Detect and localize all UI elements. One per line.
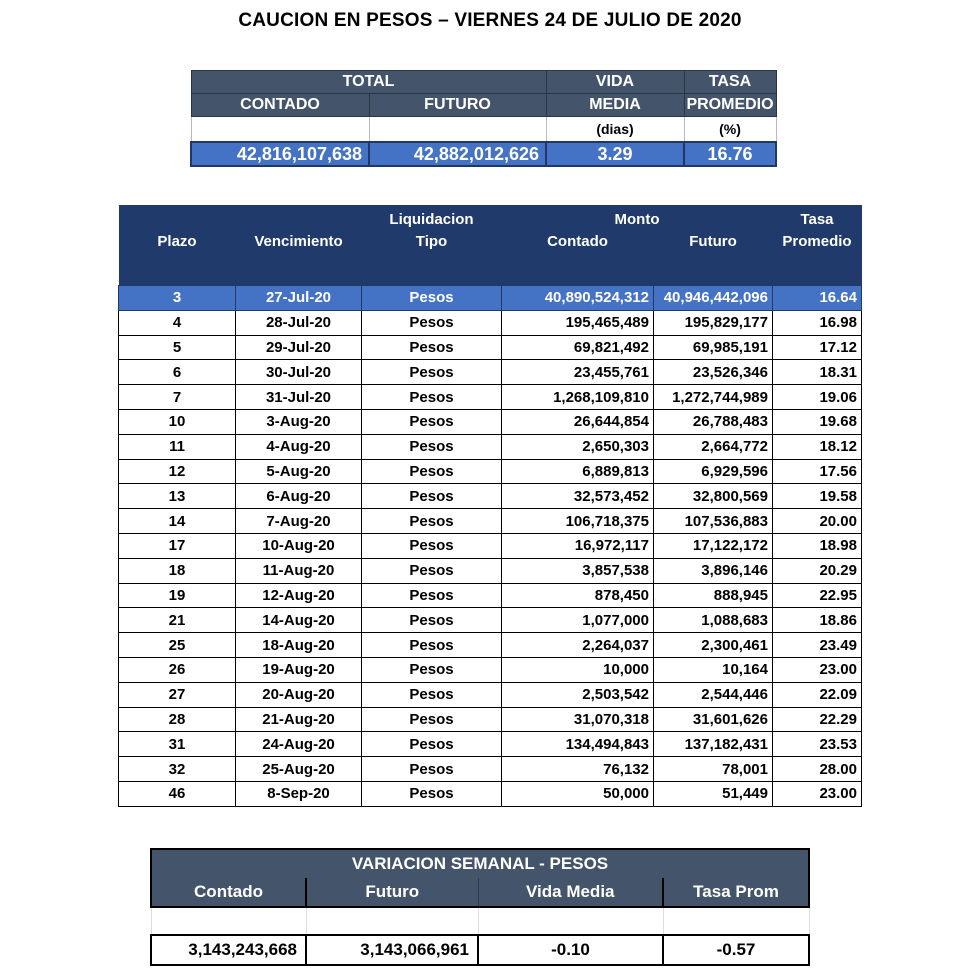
cell-plazo: 27 bbox=[119, 682, 236, 707]
table-row bbox=[119, 335, 862, 360]
cell-tipo: Pesos bbox=[362, 459, 502, 484]
cell-futuro: 31,601,626 bbox=[654, 707, 773, 732]
cell-tipo: Pesos bbox=[362, 360, 502, 385]
cell-contado: 69,821,492 bbox=[502, 335, 654, 360]
table-row bbox=[119, 509, 862, 534]
cell-tipo: Pesos bbox=[362, 409, 502, 434]
cell-contado: 31,070,318 bbox=[502, 707, 654, 732]
cell-plazo: 13 bbox=[119, 484, 236, 509]
cell-vencimiento: 3-Aug-20 bbox=[236, 409, 362, 434]
cell-plazo: 7 bbox=[119, 385, 236, 410]
cell-tipo: Pesos bbox=[362, 385, 502, 410]
header-plazo: Plazo bbox=[119, 233, 236, 259]
cell-tipo: Pesos bbox=[362, 707, 502, 732]
summary-empty-cell bbox=[369, 117, 546, 143]
cell-plazo: 18 bbox=[119, 558, 236, 583]
cell-tipo: Pesos bbox=[362, 583, 502, 608]
cell-vencimiento: 27-Jul-20 bbox=[236, 286, 362, 311]
cell-tasa: 23.00 bbox=[773, 657, 862, 682]
variation-futuro-header: Futuro bbox=[306, 878, 478, 907]
cell-tipo: Pesos bbox=[362, 434, 502, 459]
cell-futuro: 2,544,446 bbox=[654, 682, 773, 707]
cell-tasa: 20.29 bbox=[773, 558, 862, 583]
cell-plazo: 46 bbox=[119, 781, 236, 806]
summary-table bbox=[190, 70, 777, 167]
cell-contado: 3,857,538 bbox=[502, 558, 654, 583]
table-row bbox=[119, 360, 862, 385]
cell-futuro: 137,182,431 bbox=[654, 732, 773, 757]
cell-contado: 1,077,000 bbox=[502, 608, 654, 633]
header-liquidacion: Liquidacion bbox=[362, 205, 502, 233]
cell-futuro: 69,985,191 bbox=[654, 335, 773, 360]
cell-contado: 23,455,761 bbox=[502, 360, 654, 385]
table-row bbox=[119, 657, 862, 682]
summary-contado-value: 42,816,107,638 bbox=[191, 142, 369, 166]
cell-vencimiento: 24-Aug-20 bbox=[236, 732, 362, 757]
cell-tipo: Pesos bbox=[362, 310, 502, 335]
variation-vida-header: Vida Media bbox=[478, 878, 663, 907]
cell-contado: 26,644,854 bbox=[502, 409, 654, 434]
cell-tipo: Pesos bbox=[362, 732, 502, 757]
cell-futuro: 2,664,772 bbox=[654, 434, 773, 459]
cell-vencimiento: 7-Aug-20 bbox=[236, 509, 362, 534]
cell-tasa: 22.09 bbox=[773, 682, 862, 707]
cell-vencimiento: 25-Aug-20 bbox=[236, 757, 362, 782]
cell-vencimiento: 10-Aug-20 bbox=[236, 533, 362, 558]
summary-contado-header: CONTADO bbox=[191, 94, 369, 117]
summary-tasa-unit: (%) bbox=[684, 117, 776, 143]
cell-plazo: 26 bbox=[119, 657, 236, 682]
cell-vencimiento: 4-Aug-20 bbox=[236, 434, 362, 459]
cell-futuro: 1,272,744,989 bbox=[654, 385, 773, 410]
table-row bbox=[119, 781, 862, 806]
cell-vencimiento: 28-Jul-20 bbox=[236, 310, 362, 335]
cell-tipo: Pesos bbox=[362, 608, 502, 633]
header-tipo: Tipo bbox=[362, 233, 502, 259]
cell-contado: 32,573,452 bbox=[502, 484, 654, 509]
cell-plazo: 17 bbox=[119, 533, 236, 558]
table-row bbox=[119, 757, 862, 782]
header-blank bbox=[119, 205, 236, 233]
cell-plazo: 5 bbox=[119, 335, 236, 360]
table-row bbox=[119, 707, 862, 732]
cell-vencimiento: 30-Jul-20 bbox=[236, 360, 362, 385]
cell-futuro: 3,896,146 bbox=[654, 558, 773, 583]
summary-tasa-header-2: PROMEDIO bbox=[684, 94, 776, 117]
cell-plazo: 28 bbox=[119, 707, 236, 732]
cell-tasa: 22.95 bbox=[773, 583, 862, 608]
table-row bbox=[119, 633, 862, 658]
cell-plazo: 25 bbox=[119, 633, 236, 658]
cell-contado: 2,650,303 bbox=[502, 434, 654, 459]
cell-vencimiento: 18-Aug-20 bbox=[236, 633, 362, 658]
table-row bbox=[119, 682, 862, 707]
variation-contado-value: 3,143,243,668 bbox=[151, 935, 306, 965]
table-row bbox=[119, 583, 862, 608]
cell-contado: 134,494,843 bbox=[502, 732, 654, 757]
cell-vencimiento: 29-Jul-20 bbox=[236, 335, 362, 360]
table-row bbox=[119, 459, 862, 484]
cell-contado: 40,890,524,312 bbox=[502, 286, 654, 311]
cell-plazo: 4 bbox=[119, 310, 236, 335]
cell-plazo: 6 bbox=[119, 360, 236, 385]
summary-tasa-header-1: TASA bbox=[684, 71, 776, 94]
header-blank bbox=[236, 205, 362, 233]
table-row bbox=[119, 558, 862, 583]
variation-empty-cell bbox=[151, 907, 306, 935]
cell-tipo: Pesos bbox=[362, 757, 502, 782]
cell-tasa: 19.68 bbox=[773, 409, 862, 434]
summary-vida-value: 3.29 bbox=[546, 142, 684, 166]
cell-tasa: 19.06 bbox=[773, 385, 862, 410]
variation-empty-cell bbox=[306, 907, 478, 935]
cell-plazo: 3 bbox=[119, 286, 236, 311]
header-contado: Contado bbox=[502, 233, 654, 259]
cell-tipo: Pesos bbox=[362, 633, 502, 658]
variation-tasa-value: -0.57 bbox=[663, 935, 809, 965]
cell-contado: 878,450 bbox=[502, 583, 654, 608]
cell-tasa: 23.00 bbox=[773, 781, 862, 806]
cell-plazo: 12 bbox=[119, 459, 236, 484]
cell-futuro: 32,800,569 bbox=[654, 484, 773, 509]
page-title: CAUCION EN PESOS – VIERNES 24 DE JULIO DE 2020 bbox=[238, 10, 742, 31]
cell-contado: 2,264,037 bbox=[502, 633, 654, 658]
cell-futuro: 17,122,172 bbox=[654, 533, 773, 558]
cell-futuro: 195,829,177 bbox=[654, 310, 773, 335]
cell-contado: 50,000 bbox=[502, 781, 654, 806]
variation-empty-cell bbox=[478, 907, 663, 935]
cell-tasa: 22.29 bbox=[773, 707, 862, 732]
cell-tasa: 16.98 bbox=[773, 310, 862, 335]
cell-futuro: 10,164 bbox=[654, 657, 773, 682]
cell-vencimiento: 20-Aug-20 bbox=[236, 682, 362, 707]
cell-tipo: Pesos bbox=[362, 781, 502, 806]
cell-vencimiento: 14-Aug-20 bbox=[236, 608, 362, 633]
variation-empty-cell bbox=[663, 907, 809, 935]
header-spacer bbox=[119, 259, 862, 286]
weekly-variation-table bbox=[150, 848, 810, 966]
header-tasa: Tasa bbox=[773, 205, 862, 233]
summary-vida-header-2: MEDIA bbox=[546, 94, 684, 117]
cell-contado: 6,889,813 bbox=[502, 459, 654, 484]
cell-vencimiento: 19-Aug-20 bbox=[236, 657, 362, 682]
cell-vencimiento: 11-Aug-20 bbox=[236, 558, 362, 583]
summary-total-header: TOTAL bbox=[191, 71, 546, 94]
cell-plazo: 11 bbox=[119, 434, 236, 459]
cell-contado: 106,718,375 bbox=[502, 509, 654, 534]
cell-futuro: 6,929,596 bbox=[654, 459, 773, 484]
table-row bbox=[119, 484, 862, 509]
cell-contado: 1,268,109,810 bbox=[502, 385, 654, 410]
cell-vencimiento: 5-Aug-20 bbox=[236, 459, 362, 484]
cell-vencimiento: 12-Aug-20 bbox=[236, 583, 362, 608]
cell-tasa: 17.56 bbox=[773, 459, 862, 484]
cell-tasa: 20.00 bbox=[773, 509, 862, 534]
cell-futuro: 26,788,483 bbox=[654, 409, 773, 434]
cell-tasa: 23.49 bbox=[773, 633, 862, 658]
table-row bbox=[119, 409, 862, 434]
cell-tipo: Pesos bbox=[362, 533, 502, 558]
cell-tasa: 18.31 bbox=[773, 360, 862, 385]
header-promedio: Promedio bbox=[773, 233, 862, 259]
variation-futuro-value: 3,143,066,961 bbox=[306, 935, 478, 965]
variation-title: VARIACION SEMANAL - PESOS bbox=[151, 849, 809, 878]
cell-tasa: 19.58 bbox=[773, 484, 862, 509]
maturity-table bbox=[118, 205, 862, 807]
cell-plazo: 31 bbox=[119, 732, 236, 757]
cell-contado: 16,972,117 bbox=[502, 533, 654, 558]
variation-vida-value: -0.10 bbox=[478, 935, 663, 965]
cell-contado: 195,465,489 bbox=[502, 310, 654, 335]
cell-tipo: Pesos bbox=[362, 286, 502, 311]
summary-vida-header-1: VIDA bbox=[546, 71, 684, 94]
table-row bbox=[119, 608, 862, 633]
cell-tipo: Pesos bbox=[362, 509, 502, 534]
cell-tipo: Pesos bbox=[362, 657, 502, 682]
cell-futuro: 40,946,442,096 bbox=[654, 286, 773, 311]
cell-contado: 10,000 bbox=[502, 657, 654, 682]
cell-futuro: 78,001 bbox=[654, 757, 773, 782]
cell-futuro: 888,945 bbox=[654, 583, 773, 608]
cell-futuro: 1,088,683 bbox=[654, 608, 773, 633]
cell-futuro: 2,300,461 bbox=[654, 633, 773, 658]
cell-vencimiento: 8-Sep-20 bbox=[236, 781, 362, 806]
variation-tasa-header: Tasa Prom bbox=[663, 878, 809, 907]
cell-futuro: 23,526,346 bbox=[654, 360, 773, 385]
summary-empty-cell bbox=[191, 117, 369, 143]
cell-tasa: 18.98 bbox=[773, 533, 862, 558]
cell-tipo: Pesos bbox=[362, 484, 502, 509]
variation-contado-header: Contado bbox=[151, 878, 306, 907]
table-row bbox=[119, 533, 862, 558]
cell-contado: 2,503,542 bbox=[502, 682, 654, 707]
cell-tasa: 17.12 bbox=[773, 335, 862, 360]
table-row bbox=[119, 732, 862, 757]
header-vencimiento: Vencimiento bbox=[236, 233, 362, 259]
table-row bbox=[119, 385, 862, 410]
summary-vida-unit: (dias) bbox=[546, 117, 684, 143]
cell-tipo: Pesos bbox=[362, 335, 502, 360]
cell-tasa: 18.86 bbox=[773, 608, 862, 633]
table-row bbox=[119, 286, 862, 311]
cell-tasa: 18.12 bbox=[773, 434, 862, 459]
header-futuro: Futuro bbox=[654, 233, 773, 259]
cell-plazo: 10 bbox=[119, 409, 236, 434]
cell-tasa: 23.53 bbox=[773, 732, 862, 757]
cell-vencimiento: 21-Aug-20 bbox=[236, 707, 362, 732]
cell-contado: 76,132 bbox=[502, 757, 654, 782]
cell-plazo: 14 bbox=[119, 509, 236, 534]
summary-futuro-header: FUTURO bbox=[369, 94, 546, 117]
table-row bbox=[119, 434, 862, 459]
cell-plazo: 19 bbox=[119, 583, 236, 608]
cell-vencimiento: 6-Aug-20 bbox=[236, 484, 362, 509]
cell-vencimiento: 31-Jul-20 bbox=[236, 385, 362, 410]
cell-plazo: 32 bbox=[119, 757, 236, 782]
cell-tasa: 16.64 bbox=[773, 286, 862, 311]
cell-futuro: 51,449 bbox=[654, 781, 773, 806]
cell-tipo: Pesos bbox=[362, 558, 502, 583]
cell-tipo: Pesos bbox=[362, 682, 502, 707]
summary-tasa-value: 16.76 bbox=[684, 142, 776, 166]
cell-tasa: 28.00 bbox=[773, 757, 862, 782]
cell-plazo: 21 bbox=[119, 608, 236, 633]
header-monto: Monto bbox=[502, 205, 773, 233]
summary-futuro-value: 42,882,012,626 bbox=[369, 142, 546, 166]
table-row bbox=[119, 310, 862, 335]
cell-futuro: 107,536,883 bbox=[654, 509, 773, 534]
